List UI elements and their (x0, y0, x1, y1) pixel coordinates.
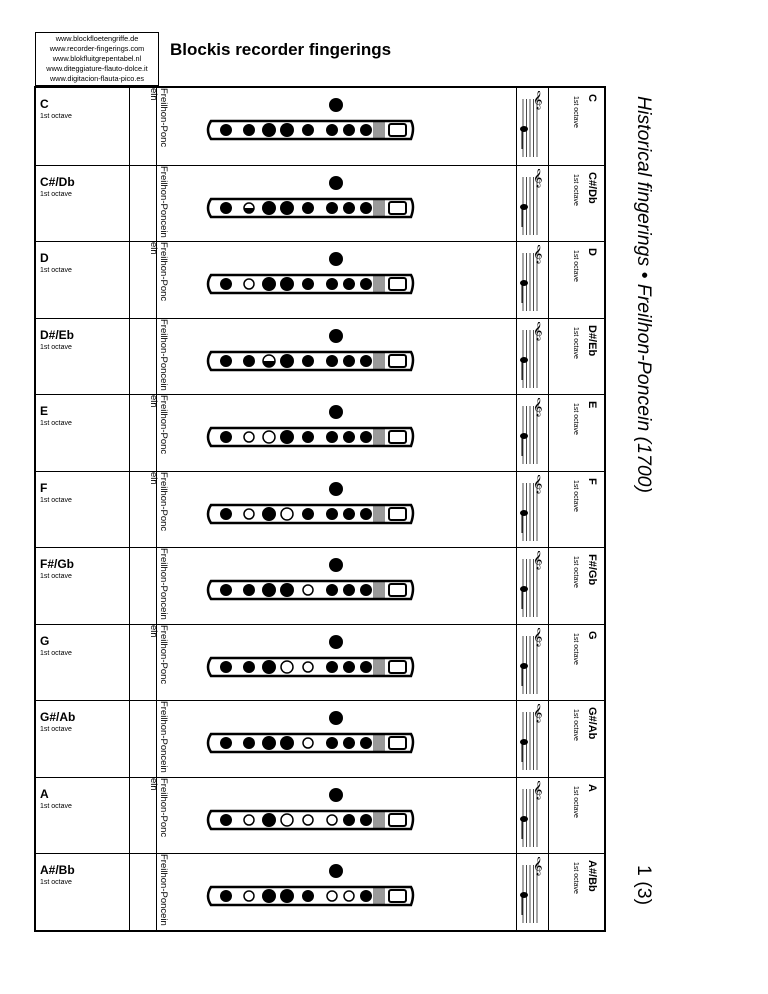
finger-hole-open-icon (281, 814, 293, 826)
fingering-row (36, 394, 604, 472)
note-name: A#/Bb (40, 863, 75, 877)
finger-hole-full-icon (360, 124, 372, 136)
column-divider (516, 319, 517, 396)
octave-label-rotated: 1st octave (572, 173, 579, 206)
finger-hole-full-icon (326, 355, 338, 367)
finger-hole-open-icon (303, 815, 313, 825)
thumb-hole-icon (329, 864, 343, 878)
note-head-icon (520, 586, 528, 592)
treble-clef-icon: 𝄞 (533, 398, 543, 416)
staff-notation-icon (519, 245, 549, 315)
treble-clef-icon: 𝄞 (533, 474, 543, 493)
finger-hole-full-icon (302, 202, 314, 214)
note-name-rotated: G (586, 630, 598, 640)
note-name-rotated: C#/Db (586, 171, 598, 204)
thumb-hole-icon (329, 788, 343, 802)
recorder-diagram (171, 551, 431, 621)
octave-label: 1st octave (40, 573, 72, 580)
window-icon (389, 124, 406, 136)
staff-notation-icon (519, 781, 549, 851)
finger-hole-full-icon (360, 508, 372, 520)
staff-notation-icon (519, 551, 549, 621)
note-name: C (40, 97, 49, 111)
note-name: F (40, 480, 48, 495)
finger-hole-full-icon (343, 584, 355, 596)
fingering-row (36, 777, 604, 855)
treble-clef-icon: 𝄞 (533, 551, 543, 569)
fingering-row (36, 471, 604, 549)
websites-box (35, 32, 159, 86)
window-icon (389, 508, 406, 520)
finger-hole-full-icon (326, 278, 338, 290)
finger-hole-full-icon (326, 661, 338, 673)
staff-notation-icon (519, 475, 549, 545)
finger-hole-full-icon (220, 584, 232, 596)
finger-hole-full-icon (262, 660, 276, 674)
note-head-icon (520, 816, 528, 822)
staff-notation-icon (519, 628, 549, 698)
column-divider (129, 472, 130, 549)
finger-hole-full-icon (262, 507, 276, 521)
octave-label: 1st octave (40, 496, 72, 504)
page-subtitle: Historical fingerings • Freilhon-Poncein (1700) (633, 96, 655, 494)
finger-hole-full-icon (243, 355, 255, 367)
finger-hole-full-icon (360, 814, 372, 826)
finger-hole-open-icon (327, 891, 337, 901)
note-head-icon (520, 892, 528, 898)
recorder-diagram (171, 398, 431, 468)
staff-notation-icon (519, 398, 549, 468)
recorder-diagram (171, 628, 431, 698)
finger-hole-full-icon (343, 431, 355, 443)
octave-label-rotated: 1st octave (572, 96, 579, 128)
column-divider (129, 625, 130, 702)
thumb-hole-icon (329, 558, 343, 572)
finger-hole-open-icon (244, 432, 254, 442)
finger-hole-open-icon (327, 815, 337, 825)
staff-notation-icon (519, 704, 549, 774)
finger-hole-full-icon (360, 661, 372, 673)
note-head-icon (520, 433, 528, 439)
window-icon (389, 661, 406, 673)
note-name-rotated: E (586, 401, 598, 409)
finger-hole-full-icon (326, 737, 338, 749)
octave-label: 1st octave (40, 190, 72, 198)
website-line: www.blockfloetengriffe.de (55, 34, 139, 43)
staff-notation-icon (519, 91, 549, 161)
finger-hole-full-icon (220, 355, 232, 367)
finger-hole-full-icon (343, 661, 355, 673)
column-divider (516, 548, 517, 625)
finger-hole-full-icon (326, 202, 338, 214)
recorder-diagram (171, 322, 431, 392)
variant-label: Freilhon-Ponc ein (148, 471, 169, 531)
note-name: G#/Ab (40, 710, 76, 724)
treble-clef-icon: 𝄞 (533, 704, 543, 722)
finger-hole-full-icon (280, 123, 294, 137)
finger-hole-open-icon (281, 508, 293, 520)
finger-hole-full-icon (326, 584, 338, 596)
finger-hole-full-icon (302, 278, 314, 290)
variant-label: Freilhon-Ponc ein (148, 88, 169, 148)
note-head-icon (520, 739, 528, 745)
finger-hole-full-icon (326, 508, 338, 520)
variant-label: Freilhon-Ponc ein (148, 777, 169, 837)
treble-clef-icon: 𝄞 (533, 780, 543, 799)
treble-clef-icon: 𝄞 (533, 245, 543, 263)
note-name-rotated: F#/Gb (586, 554, 598, 586)
finger-hole-full-icon (360, 890, 372, 902)
finger-hole-full-icon (302, 355, 314, 367)
treble-clef-icon: 𝄞 (533, 321, 543, 340)
octave-label: 1st octave (40, 802, 72, 810)
octave-label-rotated: 1st octave (572, 403, 579, 435)
window-icon (389, 355, 406, 367)
octave-label: 1st octave (40, 420, 72, 427)
finger-hole-full-icon (343, 737, 355, 749)
window-icon (389, 737, 406, 749)
finger-hole-full-icon (360, 278, 372, 290)
column-divider (129, 548, 130, 625)
finger-hole-full-icon (262, 201, 276, 215)
finger-hole-full-icon (220, 124, 232, 136)
octave-label-rotated: 1st octave (572, 250, 579, 282)
finger-hole-full-icon (302, 431, 314, 443)
octave-label-rotated: 1st octave (572, 709, 579, 741)
octave-label: 1st octave (40, 649, 72, 657)
note-head-icon (520, 357, 528, 363)
finger-hole-full-icon (262, 813, 276, 827)
note-name: G (40, 633, 50, 648)
recorder-diagram (171, 91, 431, 161)
column-divider (129, 242, 130, 319)
note-name-rotated: A#/Bb (586, 860, 598, 892)
fingering-row (36, 165, 604, 243)
column-divider (129, 395, 130, 472)
finger-hole-full-icon (220, 890, 232, 902)
treble-clef-icon: 𝄞 (533, 857, 543, 875)
octave-label: 1st octave (40, 267, 72, 274)
thumb-hole-icon (329, 482, 343, 496)
window-icon (389, 202, 406, 214)
octave-label-rotated: 1st octave (572, 862, 579, 894)
website-line: www.recorder-fingerings.com (49, 44, 145, 53)
variant-label: Freilhon-Poncein (158, 318, 169, 391)
note-name: F#/Gb (40, 557, 75, 571)
finger-hole-open-icon (263, 431, 275, 443)
variant-label: Freilhon-Poncein (158, 854, 169, 926)
staff-notation-icon (519, 169, 549, 239)
finger-hole-full-icon (280, 354, 294, 368)
note-name: C#/Db (40, 174, 75, 189)
finger-hole-full-icon (262, 736, 276, 750)
finger-hole-open-icon (344, 891, 354, 901)
finger-hole-full-icon (220, 508, 232, 520)
octave-label-rotated: 1st octave (572, 326, 579, 359)
finger-hole-full-icon (262, 123, 276, 137)
finger-hole-open-icon (244, 891, 254, 901)
staff-notation-icon (519, 857, 549, 927)
finger-hole-full-icon (262, 889, 276, 903)
finger-hole-full-icon (220, 202, 232, 214)
finger-hole-full-icon (343, 278, 355, 290)
finger-hole-full-icon (326, 124, 338, 136)
thumb-hole-icon (329, 252, 343, 266)
fingering-row (36, 241, 604, 319)
note-name-rotated: A (586, 783, 598, 792)
finger-hole-full-icon (220, 431, 232, 443)
note-head-icon (520, 510, 528, 516)
fingering-row (36, 853, 604, 931)
column-divider (129, 166, 130, 243)
finger-hole-full-icon (360, 355, 372, 367)
variant-label: Freilhon-Ponc ein (148, 624, 169, 684)
column-divider (129, 701, 130, 778)
fingering-table (34, 86, 606, 932)
thumb-hole-icon (329, 98, 343, 112)
finger-hole-full-icon (280, 277, 294, 291)
treble-clef-icon: 𝄞 (533, 627, 543, 646)
fingering-row (36, 700, 604, 778)
column-divider (129, 88, 130, 165)
octave-label: 1st octave (40, 343, 72, 351)
column-divider (516, 88, 517, 165)
website-line: www.blokfluitgrepentabel.nl (52, 54, 142, 63)
column-divider (516, 242, 517, 319)
website-line: www.diteggiature-flauto-dolce.it (46, 64, 148, 73)
thumb-hole-icon (329, 329, 343, 343)
finger-hole-full-icon (343, 814, 355, 826)
window-icon (389, 431, 406, 443)
fingering-row (36, 318, 604, 396)
variant-label: Freilhon-Ponc ein (148, 395, 169, 455)
octave-label-rotated: 1st octave (572, 785, 579, 818)
finger-hole-full-icon (343, 124, 355, 136)
finger-hole-full-icon (360, 584, 372, 596)
website-line: www.digitacion-flauta-pico.es (49, 74, 145, 83)
finger-hole-open-icon (281, 661, 293, 673)
octave-label-rotated: 1st octave (572, 632, 579, 665)
finger-hole-open-icon (303, 662, 313, 672)
finger-hole-full-icon (343, 202, 355, 214)
finger-hole-full-icon (262, 583, 276, 597)
octave-label: 1st octave (40, 879, 72, 886)
note-name: E (40, 404, 49, 418)
finger-hole-full-icon (220, 737, 232, 749)
finger-hole-full-icon (220, 661, 232, 673)
variant-label: Freilhon-Poncein (158, 548, 169, 620)
finger-hole-full-icon (243, 737, 255, 749)
page-number: 1 (3) (633, 865, 655, 906)
treble-clef-icon: 𝄞 (533, 91, 543, 109)
variant-label: Freilhon-Poncein (158, 165, 169, 238)
fingering-row (36, 624, 604, 702)
finger-hole-open-icon (244, 279, 254, 289)
finger-hole-full-icon (243, 124, 255, 136)
finger-hole-full-icon (280, 889, 294, 903)
octave-label: 1st octave (40, 113, 72, 120)
finger-hole-full-icon (343, 355, 355, 367)
finger-hole-full-icon (262, 277, 276, 291)
finger-hole-open-icon (303, 585, 313, 595)
note-name-rotated: D (586, 248, 598, 256)
staff-notation-icon (519, 322, 549, 392)
recorder-diagram (171, 169, 431, 239)
finger-hole-full-icon (360, 202, 372, 214)
finger-hole-full-icon (343, 508, 355, 520)
octave-label-rotated: 1st octave (572, 556, 579, 588)
note-head-icon (520, 126, 528, 132)
column-divider (129, 319, 130, 396)
recorder-diagram (171, 475, 431, 545)
note-head-icon (520, 280, 528, 286)
column-divider (516, 854, 517, 931)
finger-hole-full-icon (302, 124, 314, 136)
column-divider (129, 854, 130, 931)
column-divider (516, 166, 517, 243)
thumb-hole-icon (329, 635, 343, 649)
note-name-rotated: F (586, 477, 598, 485)
window-icon (389, 584, 406, 596)
finger-hole-full-icon (326, 431, 338, 443)
finger-hole-open-icon (244, 509, 254, 519)
note-name: D#/Eb (40, 327, 75, 342)
finger-hole-full-icon (243, 661, 255, 673)
note-name-rotated: G#/Ab (586, 707, 598, 740)
column-divider (516, 472, 517, 549)
column-divider (516, 701, 517, 778)
recorder-diagram (171, 857, 431, 927)
variant-label: Freilhon-Poncein (158, 701, 169, 773)
note-name-rotated: D#/Eb (586, 324, 598, 356)
thumb-hole-icon (329, 405, 343, 419)
page-title: Blockis recorder fingerings (170, 40, 392, 59)
recorder-diagram (171, 245, 431, 315)
finger-hole-full-icon (243, 584, 255, 596)
column-divider (516, 625, 517, 702)
finger-hole-full-icon (220, 814, 232, 826)
finger-hole-full-icon (280, 430, 294, 444)
fingering-row (36, 88, 604, 165)
finger-hole-full-icon (280, 736, 294, 750)
recorder-diagram (171, 704, 431, 774)
fingering-row (36, 547, 604, 625)
finger-hole-open-icon (244, 815, 254, 825)
octave-label-rotated: 1st octave (572, 479, 579, 512)
finger-hole-full-icon (302, 890, 314, 902)
note-name: D (40, 251, 49, 265)
thumb-hole-icon (329, 176, 343, 190)
finger-hole-full-icon (220, 278, 232, 290)
column-divider (516, 395, 517, 472)
thumb-hole-icon (329, 711, 343, 725)
window-icon (389, 890, 406, 902)
variant-label: Freilhon-Ponc ein (148, 242, 169, 302)
note-head-icon (520, 204, 528, 210)
finger-hole-full-icon (302, 508, 314, 520)
finger-hole-full-icon (280, 201, 294, 215)
octave-label: 1st octave (40, 726, 72, 733)
finger-hole-full-icon (360, 431, 372, 443)
finger-hole-full-icon (280, 583, 294, 597)
column-divider (516, 778, 517, 855)
window-icon (389, 278, 406, 290)
recorder-diagram (171, 781, 431, 851)
note-name: A (40, 786, 49, 801)
finger-hole-open-icon (303, 738, 313, 748)
window-icon (389, 814, 406, 826)
column-divider (129, 778, 130, 855)
note-name-rotated: C (586, 94, 598, 102)
note-head-icon (520, 663, 528, 669)
finger-hole-full-icon (360, 737, 372, 749)
treble-clef-icon: 𝄞 (533, 168, 543, 187)
